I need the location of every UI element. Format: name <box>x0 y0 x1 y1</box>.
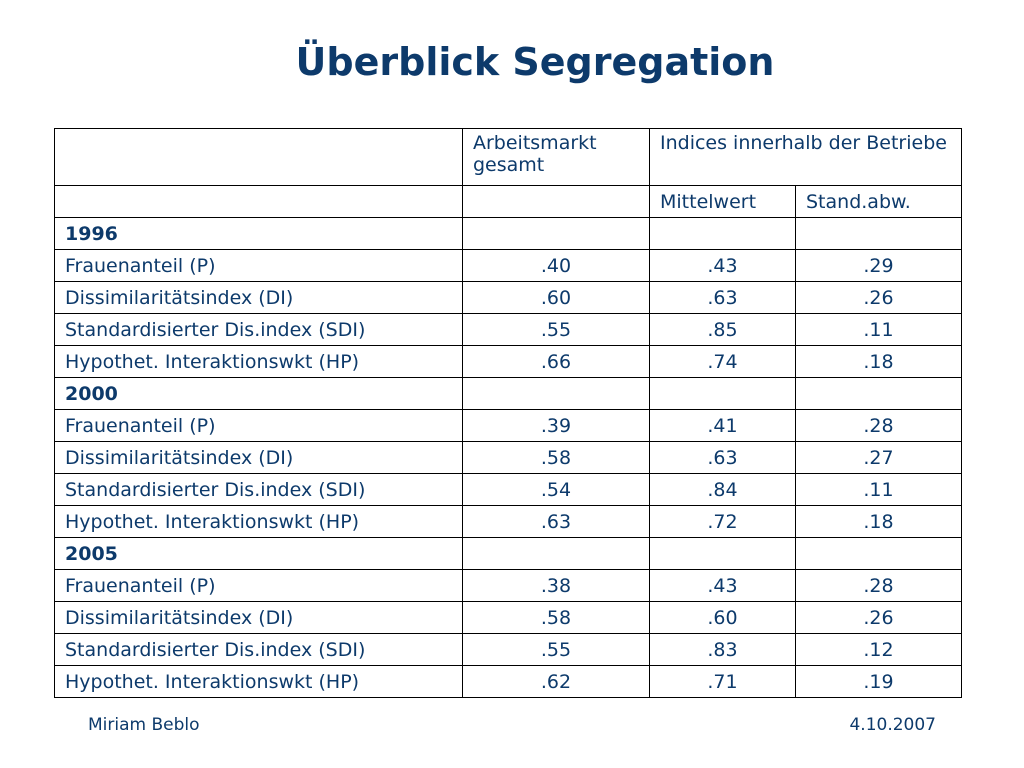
value-total: .54 <box>463 474 650 506</box>
header-total: Arbeitsmarkt gesamt <box>463 129 650 186</box>
table-row <box>55 506 962 538</box>
table-row <box>55 602 962 634</box>
value-mean: .63 <box>650 282 796 314</box>
value-mean: .43 <box>650 250 796 282</box>
value-mean: .43 <box>650 570 796 602</box>
year-label: 2005 <box>55 538 463 570</box>
year-row <box>55 538 962 570</box>
subheader-row <box>55 186 962 218</box>
row-label: Standardisierter Dis.index (SDI) <box>55 314 463 346</box>
table-row <box>55 314 962 346</box>
table-row <box>55 666 962 698</box>
value-mean: .60 <box>650 602 796 634</box>
table-body <box>55 129 962 698</box>
value-mean: .72 <box>650 506 796 538</box>
year-row-empty-cell <box>463 218 650 250</box>
year-row-empty-cell <box>796 538 962 570</box>
footer-date: 4.10.2007 <box>849 715 936 735</box>
year-row-empty-cell <box>463 538 650 570</box>
table-row <box>55 282 962 314</box>
table-row <box>55 474 962 506</box>
table-row <box>55 346 962 378</box>
year-row <box>55 378 962 410</box>
value-mean: .84 <box>650 474 796 506</box>
header-row <box>55 129 962 186</box>
year-row-empty-cell <box>796 218 962 250</box>
value-total: .60 <box>463 282 650 314</box>
value-sd: .19 <box>796 666 962 698</box>
table-row <box>55 250 962 282</box>
footer-author: Miriam Beblo <box>88 715 200 735</box>
segregation-table <box>54 128 962 698</box>
row-label: Hypothet. Interaktionswkt (HP) <box>55 346 463 378</box>
subheader-mean: Mittelwert <box>650 186 796 218</box>
year-label: 1996 <box>55 218 463 250</box>
header-within-firms: Indices innerhalb der Betriebe <box>650 129 962 186</box>
row-label: Dissimilaritätsindex (DI) <box>55 602 463 634</box>
value-sd: .29 <box>796 250 962 282</box>
value-mean: .74 <box>650 346 796 378</box>
value-sd: .18 <box>796 506 962 538</box>
row-label: Standardisierter Dis.index (SDI) <box>55 474 463 506</box>
value-mean: .63 <box>650 442 796 474</box>
table-row <box>55 570 962 602</box>
year-row-empty-cell <box>463 378 650 410</box>
value-mean: .41 <box>650 410 796 442</box>
table-row <box>55 634 962 666</box>
subheader-sd: Stand.abw. <box>796 186 962 218</box>
value-total: .40 <box>463 250 650 282</box>
value-sd: .26 <box>796 282 962 314</box>
value-total: .39 <box>463 410 650 442</box>
value-mean: .83 <box>650 634 796 666</box>
value-total: .55 <box>463 634 650 666</box>
value-total: .38 <box>463 570 650 602</box>
value-sd: .11 <box>796 314 962 346</box>
value-total: .63 <box>463 506 650 538</box>
value-sd: .11 <box>796 474 962 506</box>
value-mean: .85 <box>650 314 796 346</box>
value-total: .55 <box>463 314 650 346</box>
row-label: Dissimilaritätsindex (DI) <box>55 442 463 474</box>
slide-title: Überblick Segregation <box>295 40 775 84</box>
value-total: .58 <box>463 602 650 634</box>
row-label: Dissimilaritätsindex (DI) <box>55 282 463 314</box>
year-label: 2000 <box>55 378 463 410</box>
value-sd: .26 <box>796 602 962 634</box>
year-row-empty-cell <box>796 378 962 410</box>
year-row-empty-cell <box>650 538 796 570</box>
subheader-empty-cell <box>55 186 463 218</box>
table-row <box>55 410 962 442</box>
row-label: Frauenanteil (P) <box>55 410 463 442</box>
subheader-empty-cell <box>463 186 650 218</box>
value-total: .66 <box>463 346 650 378</box>
year-row <box>55 218 962 250</box>
year-row-empty-cell <box>650 218 796 250</box>
value-sd: .28 <box>796 410 962 442</box>
value-sd: .27 <box>796 442 962 474</box>
table-row <box>55 442 962 474</box>
value-sd: .12 <box>796 634 962 666</box>
header-empty-cell <box>55 129 463 186</box>
value-total: .58 <box>463 442 650 474</box>
value-total: .62 <box>463 666 650 698</box>
value-sd: .18 <box>796 346 962 378</box>
value-sd: .28 <box>796 570 962 602</box>
row-label: Hypothet. Interaktionswkt (HP) <box>55 666 463 698</box>
value-mean: .71 <box>650 666 796 698</box>
row-label: Hypothet. Interaktionswkt (HP) <box>55 506 463 538</box>
year-row-empty-cell <box>650 378 796 410</box>
row-label: Frauenanteil (P) <box>55 570 463 602</box>
row-label: Standardisierter Dis.index (SDI) <box>55 634 463 666</box>
row-label: Frauenanteil (P) <box>55 250 463 282</box>
